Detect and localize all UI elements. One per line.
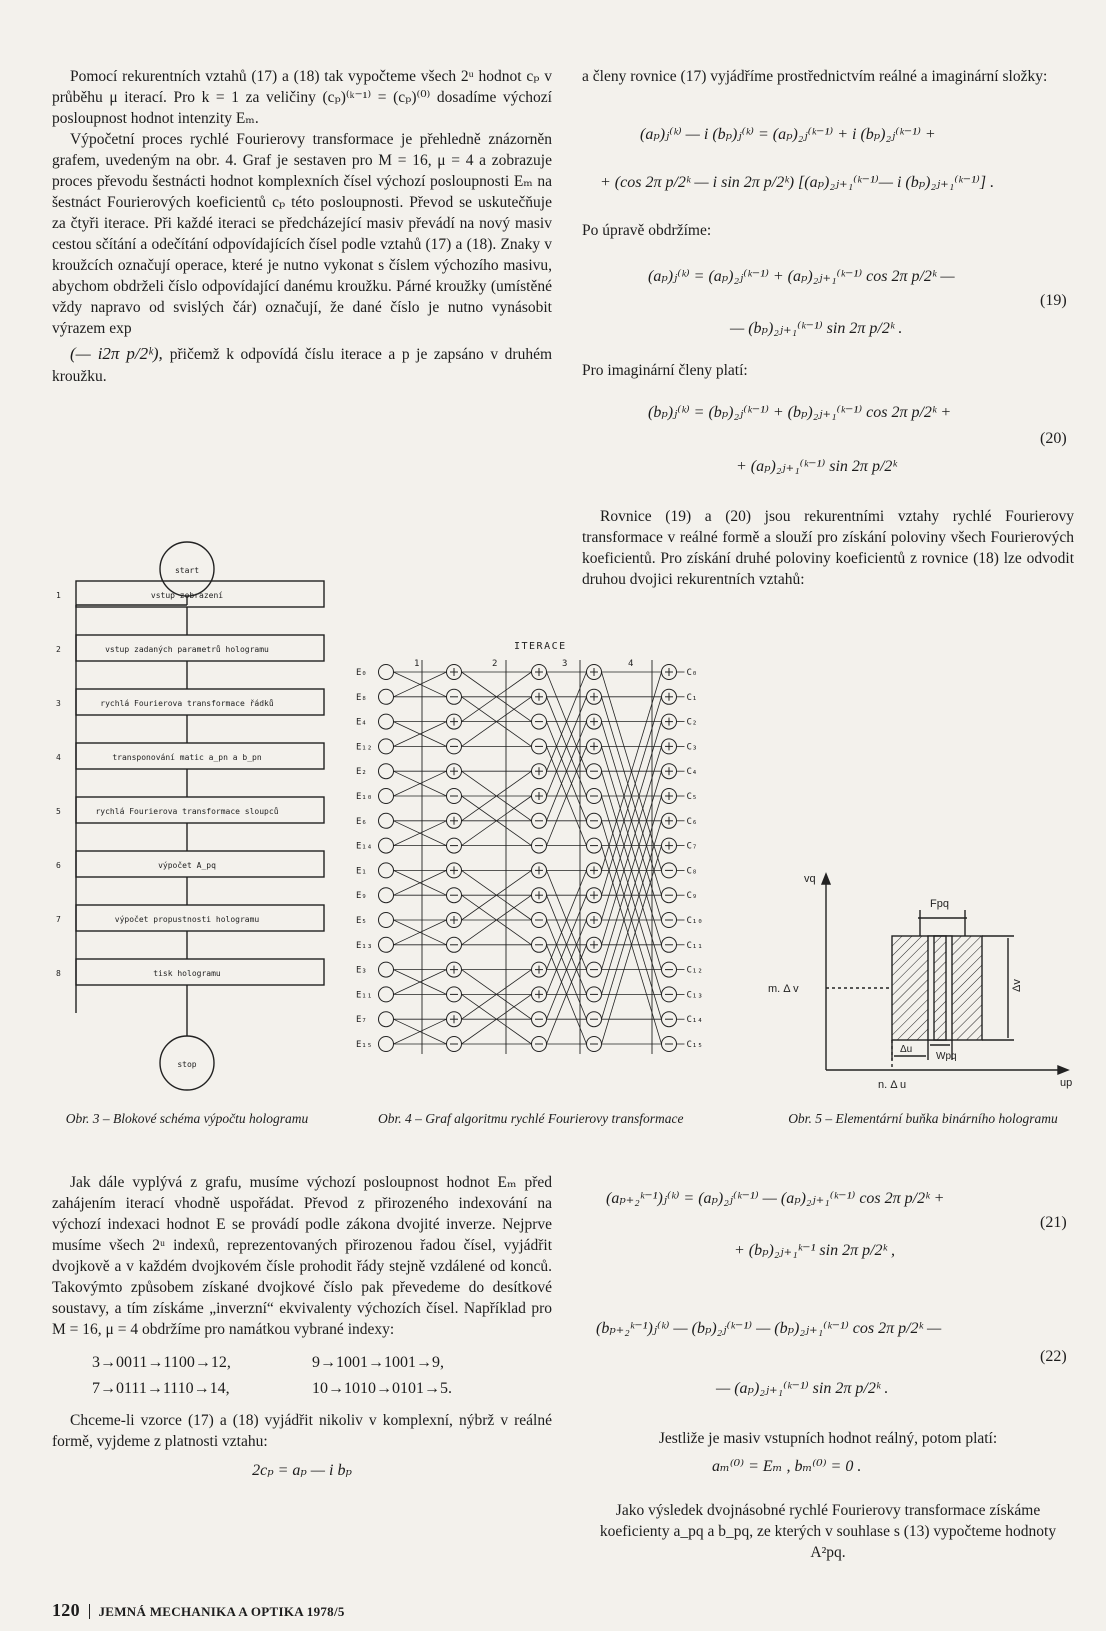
input-label: E₄ [356,717,367,728]
flow-step-label: rychlá Fourierova transformace sloupců [95,807,279,816]
v-axis-label: vq [804,873,816,885]
paragraph: Výpočetní proces rychlé Fourierovy transformace je přehledně znázorněn grafem, uvedeným na obr. 4. Graf je sestaven pro M = 16, μ = 4 a zobrazuje proces převodu šestnácti hodnot komplexních čísel výchozí posloupnosti Eₘ na šestnáct Fourierových koeficientů cₚ této posloupnosti. Převod se uskutečňuje za čtyři iterace. Při každé iteraci se předcházející masiv převádí na nový masiv cestou sčítání a odečítání odpovídajících čísel podle vztahů (17) a (18). Znaky v kroužcích označují operace, které je nutno vykonat s číslem výchozího masivu, abychom obdrželi číslo odpovídající danému kroužku. Párné kroužky (umístěné vždy napravo od svislých čár) označují, že dané číslo je nutno vynásobit výrazem exp (— i2π p/2ᵏ), přičemž k odpovídá číslu iterace a p je zapsáno v druhém kroužku. [52,131,553,385]
exp-expression: (— i2π p/2ᵏ), [70,344,163,363]
m-label: m. Δ v [768,983,799,995]
flow-step-label: transponování matic a_pn a b_pn [112,753,262,762]
equation-number: (21) [1040,1214,1067,1231]
input-label: E₁₀ [356,792,373,802]
equation-21a: (aₚ₊₂ᵏ⁻¹)ⱼ⁽ᵏ⁾ = (aₚ)₂ⱼ⁽ᵏ⁻¹⁾ — (aₚ)₂ⱼ₊₁⁽ᵏ⁻¹⁾ cos 2π p/2ᵏ + [606,1190,945,1207]
flow-step-number: 3 [56,699,61,708]
flow-step-number: 8 [56,969,61,978]
dv-label: Δv [1011,979,1023,992]
input-label: E₅ [356,916,367,926]
input-label: E₁₂ [356,742,373,753]
du-label: Δu [900,1044,913,1055]
iteration-number: 2 [492,659,498,669]
iteration-number: 1 [414,659,420,669]
figure-5-caption: Obr. 5 – Elementární buňka binárního hologramu [788,1111,1058,1126]
n-label: n. Δ u [878,1079,907,1091]
flow-step-number: 6 [56,861,61,870]
input-label: E₁₄ [356,841,373,852]
fft-node [379,913,394,928]
fft-node [379,665,394,680]
flow-step-number: 1 [56,591,61,600]
equation-22b: — (aₚ)₂ⱼ₊₁⁽ᵏ⁻¹⁾ sin 2π p/2ᵏ . [716,1380,889,1397]
equation-20b: + (aₚ)₂ⱼ₊₁⁽ᵏ⁻¹⁾ sin 2π p/2ᵏ [736,458,897,475]
fft-node [379,813,394,828]
paragraph: a členy rovnice (17) vyjádříme prostřednictvím reálné a imaginární složky: [582,68,1048,85]
output-label: C₁₂ [686,965,703,976]
iteration-number: 3 [562,659,568,669]
equation: 2cₚ = aₚ — i bₚ [252,1462,352,1479]
iteration-title: ITERACE [514,641,567,652]
flow-step-label: rychlá Fourierova transformace řádků [100,699,274,708]
figure-3-flowchart [52,535,352,1075]
equation: (aₚ)ⱼ⁽ᵏ⁾ — i (bₚ)ⱼ⁽ᵏ⁾ = (aₚ)₂ⱼ⁽ᵏ⁻¹⁾ + i (bₚ)₂ⱼ⁽ᵏ⁻¹⁾ + [640,126,936,143]
paragraph: Po úpravě obdržíme: [582,222,712,239]
figure-5-cell [760,860,1090,1100]
output-label: C₁ [686,692,698,703]
right-column-intro [582,66,1074,87]
example-index: 9→1001→1001→9, [312,1354,444,1371]
output-label: C₇ [686,841,698,852]
output-label: C₁₀ [686,916,703,926]
paragraph: Pro imaginární členy platí: [582,362,748,379]
fft-node [379,764,394,779]
journal-name: JEMNÁ MECHANIKA A OPTIKA 1978/5 [89,1604,344,1619]
output-label: C₁₁ [686,940,703,951]
input-label: E₂ [356,767,367,778]
input-label: E₁₁ [356,990,373,1001]
equation-21b: + (bₚ)₂ⱼ₊₁ᵏ⁻¹ sin 2π p/2ᵏ , [734,1242,896,1259]
output-label: C₆ [686,816,698,827]
flow-step-number: 5 [56,807,61,816]
input-label: E₈ [356,692,367,703]
flow-step-label: výpočet A_pq [158,861,216,870]
example-index: 7→0111→1110→14, [92,1380,230,1397]
equation: + (cos 2π p/2ᵏ — i sin 2π p/2ᵏ) [(aₚ)₂ⱼ₊₁⁽ᵏ⁻¹⁾— i (bₚ)₂ⱼ₊₁⁽ᵏ⁻¹⁾] . [600,174,995,191]
equation-22a: (bₚ₊₂ᵏ⁻¹)ⱼ⁽ᵏ⁾ — (bₚ)₂ⱼ⁽ᵏ⁻¹⁾ — (bₚ)₂ⱼ₊₁⁽ᵏ⁻¹⁾ cos 2π p/2ᵏ — [596,1320,942,1337]
fft-node [379,789,394,804]
output-label: C₀ [686,668,698,678]
input-label: E₆ [356,816,367,827]
example-index: 10→1010→0101→5. [312,1380,452,1397]
fft-node [379,689,394,704]
equation-19b: — (bₚ)₂ⱼ₊₁⁽ᵏ⁻¹⁾ sin 2π p/2ᵏ . [730,320,903,337]
output-label: C₂ [686,717,698,728]
input-label: E₇ [356,1015,367,1026]
footer [52,1600,345,1621]
fft-node [379,863,394,878]
flow-step-number: 4 [56,753,61,762]
page-number: 120 [52,1600,80,1620]
fft-node [379,739,394,754]
equation-19a: (aₚ)ⱼ⁽ᵏ⁾ = (aₚ)₂ⱼ⁽ᵏ⁻¹⁾ + (aₚ)₂ⱼ₊₁⁽ᵏ⁻¹⁾ cos 2π p/2ᵏ — [648,268,955,285]
fft-node [379,838,394,853]
paragraph: Jak dále vyplývá z grafu, musíme výchozí posloupnost hodnot Eₘ před zahájením iterací vhodně uspořádat. Převod z přirozeného indexování na výchozí indexaci hodnot E se provádí podle zákona dvojité inverze. Nejprve musíme všech 2ᵘ indexů, reprezentovaných přirozenou řadou čísel, vyjádřit dvojkově a v každém dvojkovém čísle prohodit řády stejně vzdálené od konců. Takovýmto způsobem získané dvojkové číslo pak převedeme do desítkové soustavy, a tím získáme „inverzní“ ekvivalenty výchozích čísel. Například pro M = 16, μ = 4 obdržíme pro namátkou vybrané indexy: [52,1174,552,1338]
output-label: C₁₃ [686,990,703,1001]
input-label: E₁₃ [356,940,373,951]
output-label: C₉ [686,891,698,902]
output-label: C₁₅ [686,1040,703,1050]
fft-node [379,962,394,977]
input-label: E₃ [356,965,367,976]
f-label: Fpq [930,898,949,910]
paragraph: Jako výsledek dvojnásobné rychlé Fourierovy transformace získáme koeficienty a_pq a b_pq, ze kterých v souhlase s (13) vypočteme hodnoty A²pq. [599,1502,1057,1561]
equation-number: (20) [1040,430,1067,447]
paragraph: Pomocí rekurentních vztahů (17) a (18) tak vypočteme všech 2ᵘ hodnot cₚ v průběhu μ iterací. Pro k = 1 za veličiny (cₚ)⁽ᵏ⁻¹⁾ = (cₚ)⁽⁰⁾ dosadíme výchozí posloupnost hodnot intenzity Eₘ. [52,68,552,127]
output-label: C₈ [686,866,698,877]
flow-step-label: tisk hologramu [153,969,221,978]
input-label: E₁ [356,866,367,877]
right-column-text [582,506,1074,590]
equation-number: (22) [1040,1348,1067,1365]
iteration-number: 4 [628,659,634,669]
equation-20a: (bₚ)ⱼ⁽ᵏ⁾ = (bₚ)₂ⱼ⁽ᵏ⁻¹⁾ + (bₚ)₂ⱼ₊₁⁽ᵏ⁻¹⁾ cos 2π p/2ᵏ + [648,404,952,421]
start-node: start [174,566,200,575]
figure-4-fft-graph [356,636,744,1096]
fft-node [379,987,394,1002]
input-label: E₁₅ [356,1040,373,1050]
figure-3-caption: Obr. 3 – Blokové schéma výpočtu hologramu [65,1111,309,1126]
paragraph: Rovnice (19) a (20) jsou rekurentními vztahy rychlé Fourierovy transformace v reálné formě a slouží pro získání poloviny všech Fourierových koeficientů. Pro získání druhé poloviny koeficientů z rovnice (18) lze odvodit druhou dvojici rekurentních vztahů: [582,508,1074,588]
fft-node [379,1037,394,1052]
paragraph: Jestliže je masiv vstupních hodnot reálný, potom platí: [658,1430,998,1447]
fft-node [379,937,394,952]
output-label: C₅ [686,792,698,802]
output-label: C₄ [686,767,698,778]
flow-step-number: 2 [56,645,61,654]
u-axis-label: up [1060,1077,1073,1089]
fft-node [379,714,394,729]
flow-step-label: vstup zadaných parametrů hologramu [105,645,269,654]
stop-node: stop [177,1060,197,1069]
w-label: Wpq [936,1051,957,1062]
paragraph: Chceme-li vzorce (17) a (18) vyjádřit nikoliv v komplexní, nýbrž v reálné formě, vyjdeme z platnosti vztahu: [52,1412,552,1450]
flow-step-number: 7 [56,915,61,924]
equation: aₘ⁽⁰⁾ = Eₘ , bₘ⁽⁰⁾ = 0 . [712,1458,862,1475]
output-label: C₃ [686,742,698,753]
fft-node [379,1012,394,1027]
flow-step-label: vstup zobrazení [150,591,224,600]
flow-step-label: výpočet propustnosti hologramu [114,915,260,924]
input-label: E₀ [356,668,367,678]
output-label: C₁₄ [686,1015,703,1026]
figure-4-caption: Obr. 4 – Graf algoritmu rychlé Fourierovy transformace [378,1111,684,1126]
input-label: E₉ [356,891,367,902]
left-column-text [52,66,552,387]
equation-number: (19) [1040,292,1067,309]
fft-node [379,888,394,903]
example-index: 3→0011→1100→12, [92,1354,231,1371]
bottom-left-text [52,1172,552,1481]
